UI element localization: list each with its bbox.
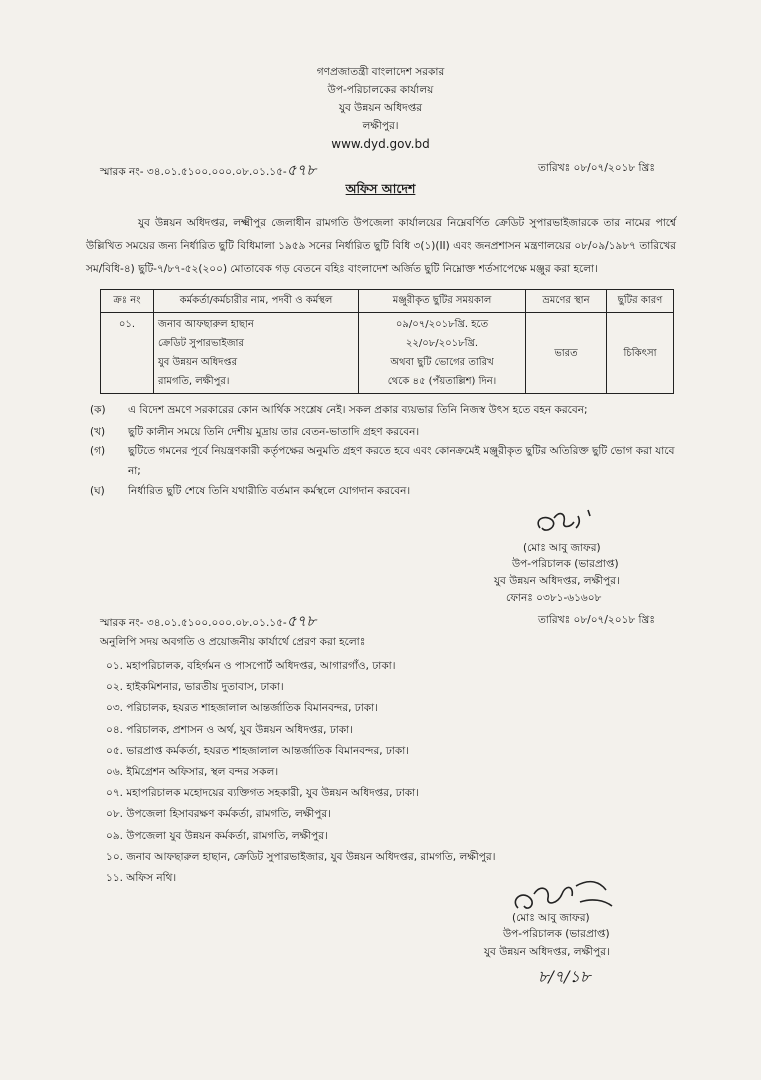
header-district: লক্ষীপুর। xyxy=(362,120,399,132)
condition-mark: (ঘ) xyxy=(90,485,105,497)
memo-reference-copy xyxy=(100,610,316,635)
memo-date: তারিখঃ ০৮/০৭/২০১৮ খ্রিঃ xyxy=(538,162,655,174)
list-item: ০২. হাইকমিশনার, ভারতীয় দুতাবাস, ঢাকা। xyxy=(106,681,284,694)
signatory-designation: উপ-পরিচালক (ভারপ্রাপ্ত) xyxy=(512,558,619,570)
memo-date-copy: তারিখঃ ০৮/০৭/২০১৮ খ্রিঃ xyxy=(538,614,655,626)
list-item: ০৬. ইমিগ্রেশন অফিসার, স্থল বন্দর সকল। xyxy=(106,765,279,778)
period-line: ২২/০৮/২০১৮খ্রি. xyxy=(405,338,479,349)
list-item: ০৮. উপজেলা হিসাবরক্ষণ কর্মকর্তা, রামগতি, লক্ষীপুর। xyxy=(106,808,331,821)
condition-mark: (ক) xyxy=(90,404,106,416)
signatory-office-copy: যুব উন্নয়ন অধিদপ্তর, লক্ষীপুর। xyxy=(484,946,610,958)
column-header-period: মঞ্জুরীকৃত ছুটির সময়কাল xyxy=(359,290,526,313)
memo-reference-handwritten: ৫৭৮ xyxy=(286,612,316,630)
memo-reference-number: স্মারক নং- ৩৪.০১.৫১০০.০০০.০৮.০১.১৫- xyxy=(100,617,287,629)
document-title: অফিস আদেশ xyxy=(345,181,416,196)
period-line: অথবা ছুটি ভোগের তারিখ xyxy=(390,357,494,368)
condition-text: নির্ধারিত ছুটি শেষে তিনি যথারীতি বর্তমান কর্মস্থলে যোগদান করবেন। xyxy=(128,485,411,497)
list-item: ০৩. পরিচালক, হযরত শাহজালাল আন্তর্জাতিক বিমানবন্দর, ঢাকা। xyxy=(106,702,378,715)
condition-mark: (গ) xyxy=(90,445,106,457)
column-header-reason: ছুটির কারণ xyxy=(607,290,674,313)
header-government: গণপ্রজাতন্ত্রী বাংলাদেশ সরকার xyxy=(316,66,445,78)
header-website: www.dyd.gov.bd xyxy=(331,137,430,151)
designation-line: ক্রেডিট সুপারভাইজার xyxy=(158,338,244,349)
table-row xyxy=(101,313,674,394)
header-office: উপ-পরিচালকের কার্যালয় xyxy=(327,84,434,96)
signatory-designation-copy: উপ-পরিচালক (ভারপ্রাপ্ত) xyxy=(503,928,610,940)
copy-list xyxy=(106,656,666,889)
copy-intro: অনুলিপি সদয় অবগতি ও প্রয়োজনীয় কার্যার্থে প্রেরণ করা হলোঃ xyxy=(100,636,366,648)
name-line: জনাব আফছারুল হাছান xyxy=(158,319,254,330)
cell-place: ভারত xyxy=(526,313,607,394)
memo-reference-handwritten: ৫৭৮ xyxy=(286,161,316,179)
condition-item xyxy=(90,441,680,481)
signatory-office: যুব উন্নয়ন অধিদপ্তর, লক্ষীপুর। xyxy=(494,575,620,587)
signatory-phone: ফোনঃ ০৩৮১-৬১৬০৮ xyxy=(506,592,602,604)
list-item: ০১. মহাপরিচালক, বহির্গমন ও পাসপোর্ট অধিদপ্তর, আগারগাঁও, ঢাকা। xyxy=(106,660,396,672)
list-item: ১০. জনাব আফছারুল হাছান, ক্রেডিট সুপারভাইজার, যুব উন্নয়ন অধিদপ্তর, রামগতি, লক্ষীপুর। xyxy=(106,850,496,863)
period-line: ০৯/০৭/২০১৮খ্রি. হতে xyxy=(395,319,489,330)
signatory-name-copy: (মোঃ আবু জাফর) xyxy=(512,912,590,924)
workplace-line: রামগতি, লক্ষীপুর। xyxy=(158,376,230,387)
list-item: ০৪. পরিচালক, প্রশাসন ও অর্থ, যুব উন্নয়ন অধিদপ্তর, ঢাকা। xyxy=(106,723,353,736)
cell-period xyxy=(359,313,526,394)
condition-item xyxy=(90,400,680,422)
list-item: ১১. অফিস নথি। xyxy=(106,871,177,884)
memo-reference-number: স্মারক নং- ৩৪.০১.৫১০০.০০০.০৮.০১.১৫- xyxy=(100,166,287,178)
column-header-place: ভ্রমণের স্থান xyxy=(526,290,607,313)
list-item: ০৯. উপজেলা যুব উন্নয়ন কর্মকর্তা, রামগতি, লক্ষীপুর। xyxy=(106,829,328,842)
department-line: যুব উন্নয়ন অধিদপ্তর xyxy=(158,357,238,368)
signatory-name: (মোঃ আবু জাফর) xyxy=(523,542,601,554)
handwritten-signature xyxy=(530,506,610,542)
cell-name xyxy=(154,313,359,394)
column-header-serial: ক্রঃ নং xyxy=(101,290,154,313)
handwritten-date: ৮/৭/১৮ xyxy=(538,967,591,986)
condition-text: এ বিদেশ ভ্রমণে সরকারের কোন আর্থিক সংশ্লেষ নেই। সকল প্রকার ব্যয়ভার তিনি নিজস্ব উৎস হতে বহন করবেন; xyxy=(128,404,588,416)
condition-mark: (খ) xyxy=(90,426,106,438)
condition-text: ছুটিতে গমনের পূর্বে নিয়ন্ত্রণকারী কর্তৃপক্ষের অনুমতি গ্রহণ করতে হবে এবং কোনক্রমেই মঞ্জুরীকৃত ছুটির অতিরিক্ত ছুটি ভোগ করা যাবে না; xyxy=(128,445,675,477)
leave-table xyxy=(100,289,674,394)
list-item: ০৭. মহাপরিচালক মহোদয়ের ব্যক্তিগত সহকারী, যুব উন্নয়ন অধিদপ্তর, ঢাকা। xyxy=(106,787,419,800)
condition-text: ছুটি কালীন সময়ে তিনি দেশীয় মুদ্রায় তার বেতন-ভাতাদি গ্রহণ করবেন। xyxy=(128,426,420,438)
table-header-row xyxy=(101,290,674,313)
list-item: ০৫. ভারপ্রাপ্ত কর্মকর্তা, হযরত শাহজালাল আন্তর্জাতিক বিমানবন্দর, ঢাকা। xyxy=(106,744,410,757)
column-header-name: কর্মকর্তা/কর্মচারীর নাম, পদবী ও কর্মস্থল xyxy=(154,290,359,313)
cell-reason: চিকিৎসা xyxy=(607,313,674,394)
period-line: থেকে ৪৫ (পঁয়তাল্লিশ) দিন। xyxy=(387,376,497,387)
condition-item xyxy=(90,481,680,503)
cell-serial: ০১. xyxy=(101,313,154,394)
order-paragraph: যুব উন্নয়ন অধিদপ্তর, লক্ষ্মীপুর জেলাধীন রামগতি উপজেলা কার্যালয়ের নিম্নেবর্ণিত ক্রেডিট সুপারভাইজারকে তার নামের পার্শ্বে উল্লিখিত সময়ের জন্য নির্ধারিত ছুটি বিধিমালা ১৯৫৯ সনের নির্ধারিত ছুটি বিধি ৩(১)(II) এবং জনপ্রশাসন মন্ত্রণালয়ের ০৮/০৯/১৯৮৭ তারিখের সম/বিধি-৪) ছুটি-৭/৮৭-৫২(২০০) মোতাবেক গড় বেতনে বহিঃ বাংলাদেশ অর্জিত ছুটি নিম্নোক্ত শর্তসাপেক্ষে মঞ্জুর করা হলো। xyxy=(86,217,676,275)
header-department: যুব উন্নয়ন অধিদপ্তর xyxy=(338,102,423,114)
